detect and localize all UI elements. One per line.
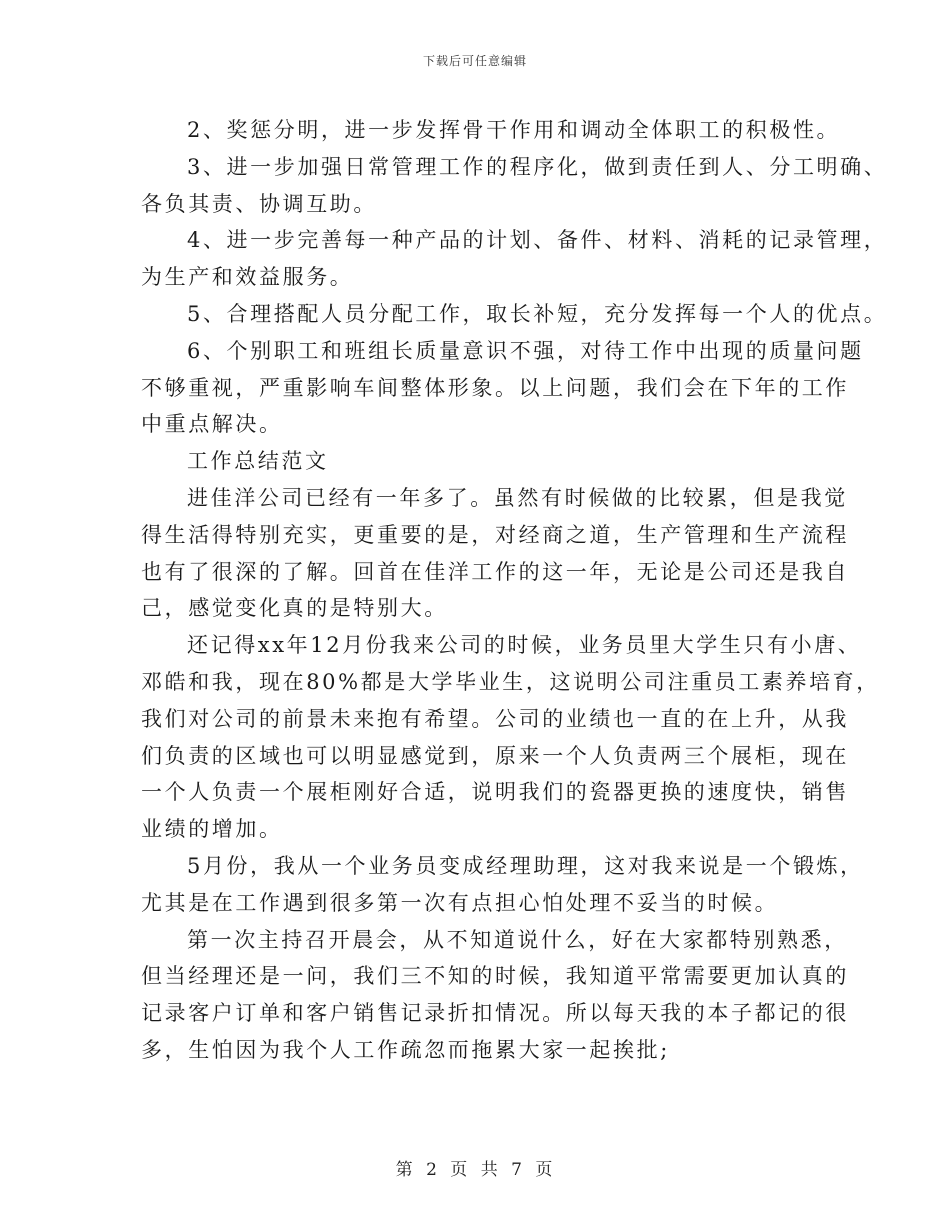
paragraph-line: 第一次主持召开晨会，从不知道说什么，好在大家都特别熟悉， [187,927,848,952]
paragraph-line: 进佳洋公司已经有一年多了。虽然有时候做的比较累，但是我觉 [187,485,848,510]
paragraph-4 [141,296,888,333]
paragraph-line: 中重点解决。 [141,412,283,437]
document-body [141,112,888,1069]
paragraph-line: 各负其责、协调互助。 [141,191,377,216]
paragraph-line: 得生活得特别充实，更重要的是，对经商之道，生产管理和生产流程 [141,522,849,547]
paragraph-line: 但当经理还是一问，我们三不知的时候，我知道平常需要更加认真的 [141,964,849,989]
paragraph-line: 还记得xx年12月份我来公司的时候，业务员里大学生只有小唐、 [187,633,862,658]
paragraph-line: 也有了很深的了解。回首在佳洋工作的这一年，无论是公司还是我自 [141,559,849,584]
paragraph-line: 5、合理搭配人员分配工作，取长补短，充分发挥每一个人的优点。 [187,301,888,326]
paragraph-line: 业绩的增加。 [141,817,283,842]
page-header: 下载后可任意编辑 [422,54,527,68]
paragraph-10 [141,922,849,1069]
paragraph-line: 为生产和效益服务。 [141,265,354,290]
paragraph-line: 我们对公司的前景未来抱有希望。公司的业绩也一直的在上升，从我 [141,706,849,731]
paragraph-line: 尤其是在工作遇到很多第一次有点担心怕处理不妥当的时候。 [141,890,779,915]
paragraph-line: 己，感觉变化真的是特别大。 [141,596,448,621]
section-title-text: 工作总结范文 [187,449,329,474]
paragraph-2 [141,149,888,223]
paragraph-line: 5月份，我从一个业务员变成经理助理，这对我来说是一个锻炼， [187,853,864,878]
paragraph-line: 3、进一步加强日常管理工作的程序化，做到责任到人、分工明确、 [187,154,888,179]
paragraph-9 [141,848,864,922]
section-title [141,443,831,480]
paragraph-5 [141,333,864,443]
paragraph-1 [141,112,841,149]
paragraph-8 [141,627,880,848]
paragraph-3 [141,222,888,296]
paragraph-line: 不够重视，严重影响车间整体形象。以上问题，我们会在下年的工作 [141,375,849,400]
paragraph-line: 们负责的区域也可以明显感觉到，原来一个人负责两三个展柜，现在 [141,743,849,768]
paragraph-line: 邓皓和我，现在80%都是大学毕业生，这说明公司注重员工素养培育， [141,669,880,694]
paragraph-line: 2、奖惩分明，进一步发挥骨干作用和调动全体职工的积极性。 [187,118,841,142]
paragraph-line: 4、进一步完善每一种产品的计划、备件、材料、消耗的记录管理， [187,228,888,253]
paragraph-line: 6、个别职工和班组长质量意识不强，对待工作中出现的质量问题 [187,338,864,363]
paragraph-7 [141,480,849,627]
page-number: 第 2 页 共 7 页 [395,1160,555,1180]
paragraph-line: 多，生怕因为我个人工作疏忽而拖累大家一起挨批; [141,1037,670,1062]
paragraph-line: 记录客户订单和客户销售记录折扣情况。所以每天我的本子都记的很 [141,1001,849,1026]
paragraph-line: 一个人负责一个展柜刚好合适，说明我们的瓷器更换的速度快，销售 [141,780,849,805]
